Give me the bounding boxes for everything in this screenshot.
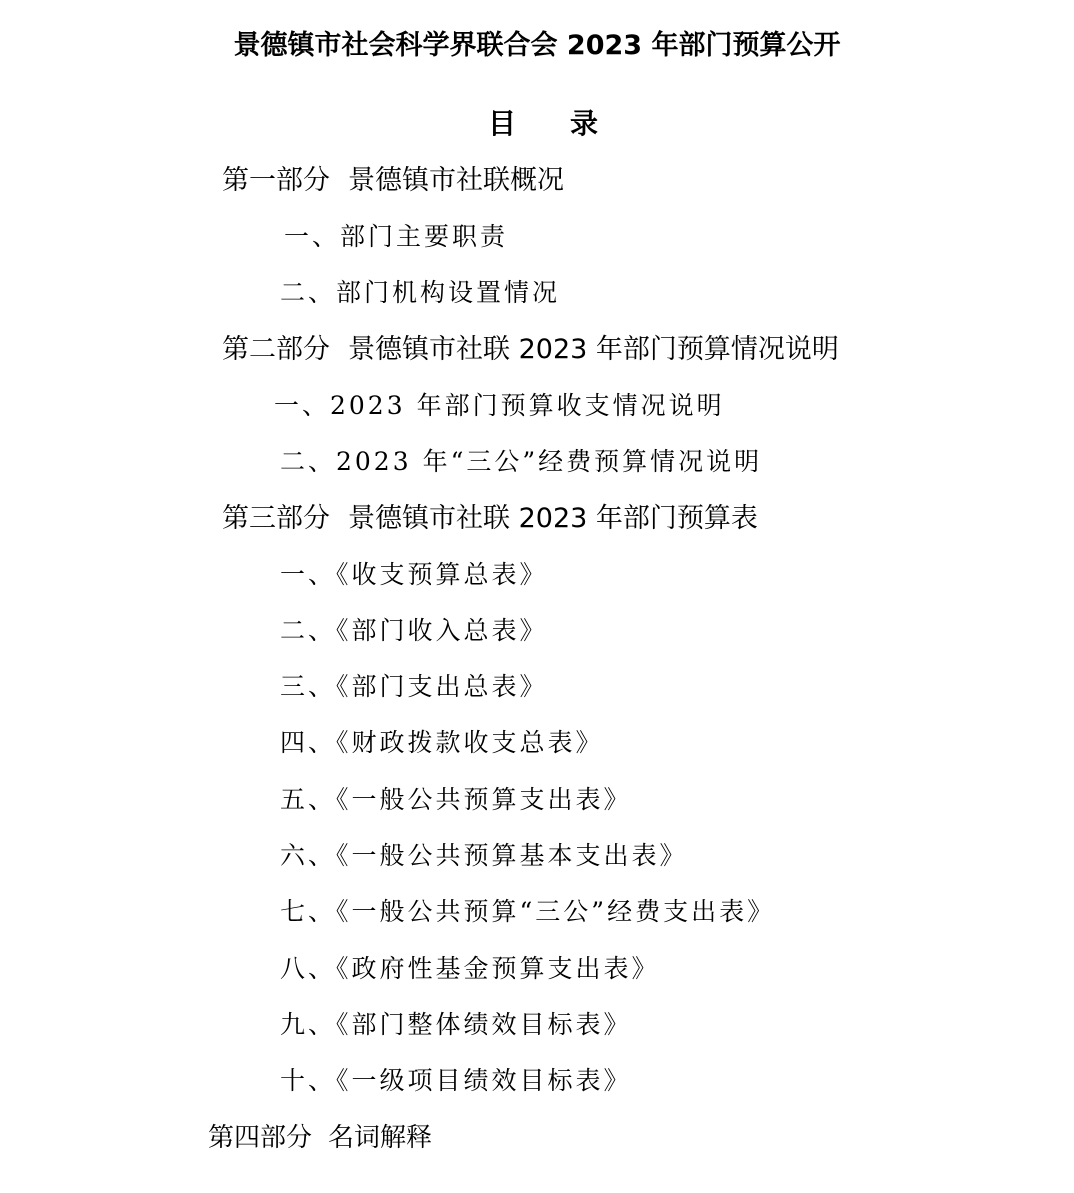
toc-item-3-5[interactable]: 五、《一般公共预算支出表》 — [280, 785, 632, 814]
toc-item-3-1[interactable]: 一、《收支预算总表》 — [280, 560, 548, 589]
toc-part-4-label: 第四部分 — [208, 1123, 313, 1153]
toc-part-3[interactable] — [222, 502, 758, 536]
toc-item-1-2[interactable]: 二、部门机构设置情况 — [280, 278, 561, 307]
toc-part-1-title: 景德镇市社联概况 — [348, 165, 564, 196]
toc-part-4[interactable] — [208, 1121, 432, 1155]
toc-part-2-label: 第二部分 — [222, 334, 330, 365]
toc-item-3-2[interactable]: 二、《部门收入总表》 — [280, 616, 548, 645]
toc-item-3-6[interactable]: 六、《一般公共预算基本支出表》 — [280, 841, 688, 870]
document-title: 景德镇市社会科学界联合会 2023 年部门预算公开 — [233, 30, 841, 61]
toc-heading: 目录 — [488, 107, 653, 140]
toc-item-2-2[interactable]: 二、2023 年“三公”经费预算情况说明 — [280, 447, 763, 476]
toc-part-1-label: 第一部分 — [222, 165, 330, 196]
toc-item-3-4[interactable]: 四、《财政拨款收支总表》 — [280, 728, 604, 757]
toc-part-3-label: 第三部分 — [222, 503, 330, 534]
toc-item-2-1[interactable]: 一、2023 年部门预算收支情况说明 — [274, 391, 725, 420]
toc-item-1-1[interactable]: 一、部门主要职责 — [284, 222, 509, 251]
toc-part-4-title: 名词解释 — [328, 1123, 433, 1153]
toc-part-1[interactable] — [222, 164, 564, 198]
toc-item-3-7[interactable]: 七、《一般公共预算“三公”经费支出表》 — [280, 897, 776, 926]
toc-part-3-title: 景德镇市社联 2023 年部门预算表 — [348, 503, 758, 534]
toc-part-2-title: 景德镇市社联 2023 年部门预算情况说明 — [348, 334, 839, 365]
toc-item-3-9[interactable]: 九、《部门整体绩效目标表》 — [280, 1010, 632, 1039]
toc-item-3-10[interactable]: 十、《一级项目绩效目标表》 — [280, 1066, 632, 1095]
toc-item-3-3[interactable]: 三、《部门支出总表》 — [280, 672, 548, 701]
toc-item-3-8[interactable]: 八、《政府性基金预算支出表》 — [280, 954, 660, 983]
toc-part-2[interactable] — [222, 333, 839, 367]
